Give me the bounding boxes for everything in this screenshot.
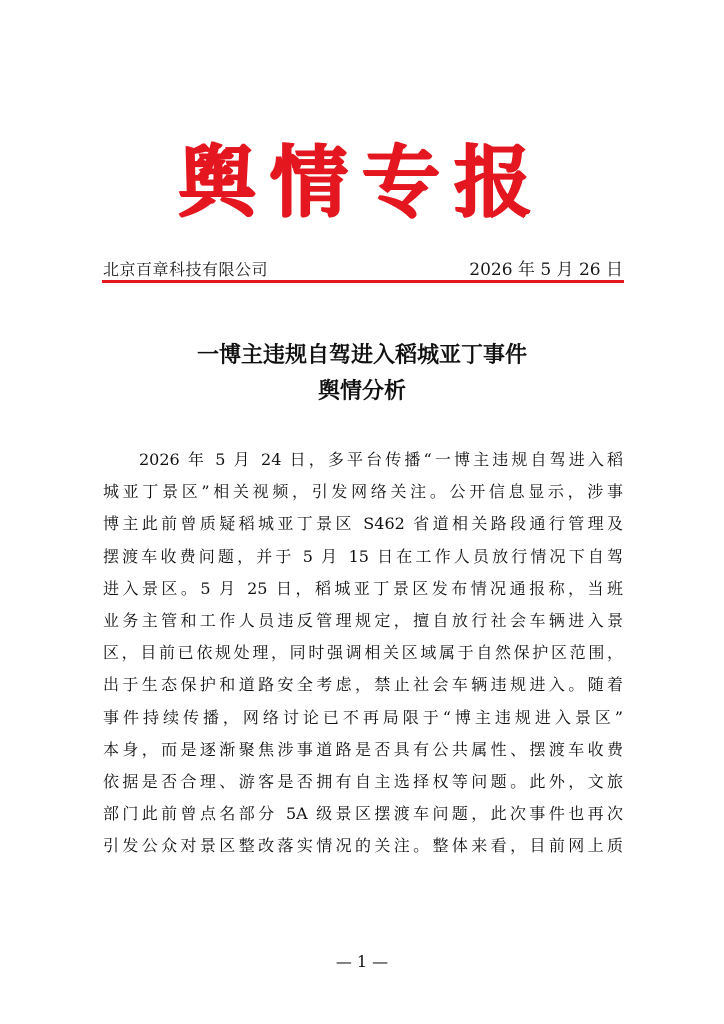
masthead-title: 舆情专报 bbox=[177, 137, 546, 228]
body-line: 业务主管和工作人员违反管理规定，擅自放行社会车辆进入景 bbox=[103, 611, 623, 631]
header-line bbox=[103, 253, 623, 283]
body-line: 博主此前曾质疑稻城亚丁景区 S462 省道相关路段通行管理及 bbox=[103, 514, 623, 534]
document-title bbox=[0, 337, 724, 409]
body-line: 部门此前曾点名部分 5A 级景区摆渡车问题，此次事件也再次 bbox=[103, 804, 623, 824]
body-line: 依据是否合理、游客是否拥有自主选择权等问题。此外，文旅 bbox=[103, 772, 623, 792]
body-line: 事件持续传播，网络讨论已不再局限于“博主违规进入景区” bbox=[103, 707, 623, 727]
body-paragraph bbox=[103, 444, 623, 863]
body-line: 城亚丁景区”相关视频，引发网络关注。公开信息显示，涉事 bbox=[103, 482, 623, 502]
header-divider bbox=[102, 280, 624, 283]
organization-name: 北京百章科技有限公司 bbox=[103, 260, 269, 279]
page-number: — 1 — bbox=[335, 952, 389, 971]
body-line: 摆渡车收费问题，并于 5 月 15 日在工作人员放行情况下自驾 bbox=[103, 546, 623, 566]
body-line: 2026 年 5 月 24 日，多平台传播“一博主违规自驾进入稻 bbox=[139, 450, 623, 469]
body-line: 本身，而是逐渐聚焦涉事道路是否具有公共属性、摆渡车收费 bbox=[103, 739, 623, 759]
body-line: 区，目前已依规处理，同时强调相关区域属于自然保护区范围， bbox=[103, 643, 623, 663]
document-title-line-1: 一博主违规自驾进入稻城亚丁事件 bbox=[196, 342, 527, 368]
body-line: 引发公众对景区整改落实情况的关注。整体来看，目前网上质 bbox=[103, 836, 623, 856]
body-line: 进入景区。5 月 25 日，稻城亚丁景区发布情况通报称，当班 bbox=[103, 578, 623, 598]
issue-date: 2026 年 5 月 26 日 bbox=[469, 260, 623, 280]
body-line: 出于生态保护和道路安全考虑，禁止社会车辆违规进入。随着 bbox=[103, 675, 623, 695]
document-title-line-2: 舆情分析 bbox=[317, 378, 406, 404]
